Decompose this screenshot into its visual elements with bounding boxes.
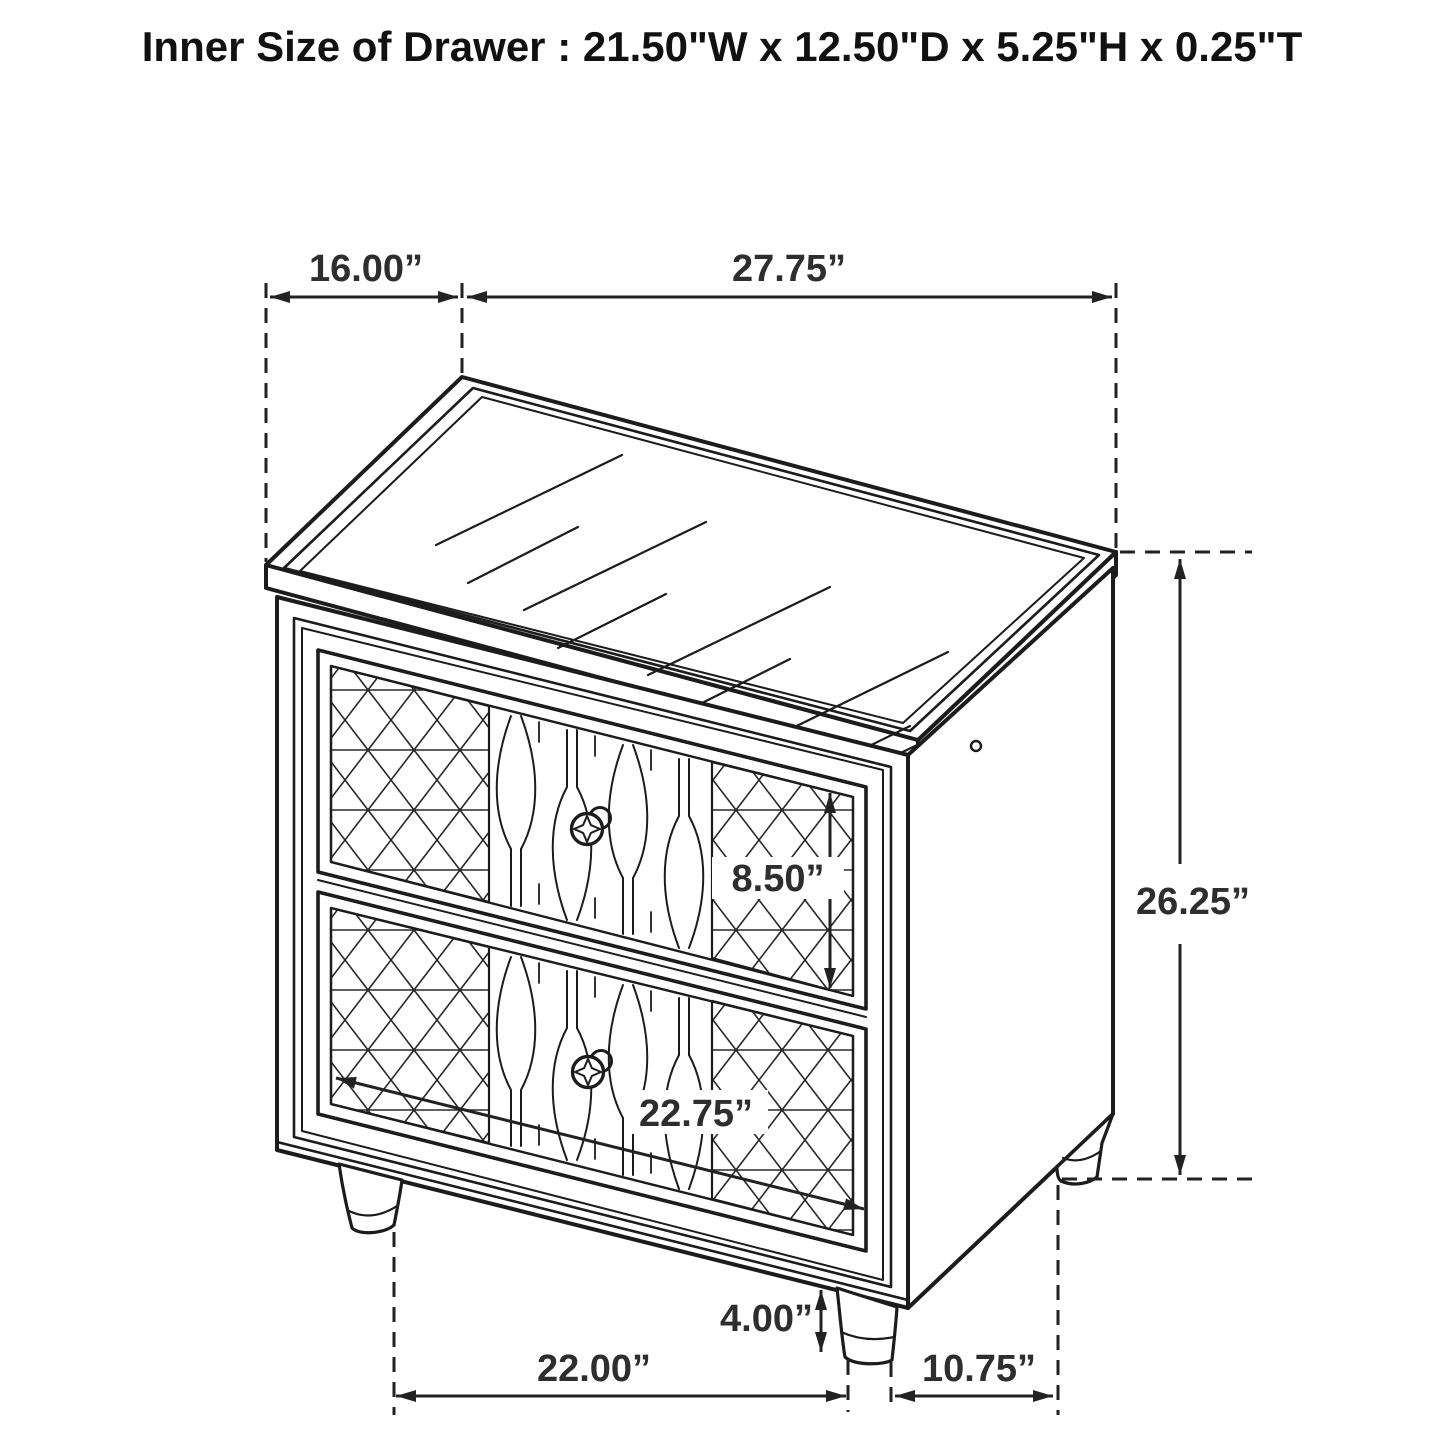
dim-label-height: 26.25” xyxy=(1135,881,1251,923)
dim-label-leg-height: 4.00” xyxy=(720,1298,813,1340)
dim-label-top-depth: 16.00” xyxy=(308,248,424,290)
lattice-panel-left xyxy=(331,908,489,1143)
dim-label-drawer-width: 22.75” xyxy=(638,1093,754,1135)
page-title: Inner Size of Drawer : 21.50"W x 12.50"D x 5.25"H x 0.25"T xyxy=(141,23,1303,70)
lattice-panel-left xyxy=(331,666,489,902)
dim-label-side-span: 10.75” xyxy=(921,1348,1037,1390)
furniture-illustration xyxy=(266,377,1116,1364)
dim-label-top-width: 27.75” xyxy=(731,248,847,290)
dim-label-front-span: 22.00” xyxy=(536,1348,652,1390)
dim-label-drawer-height: 8.50” xyxy=(731,858,825,900)
